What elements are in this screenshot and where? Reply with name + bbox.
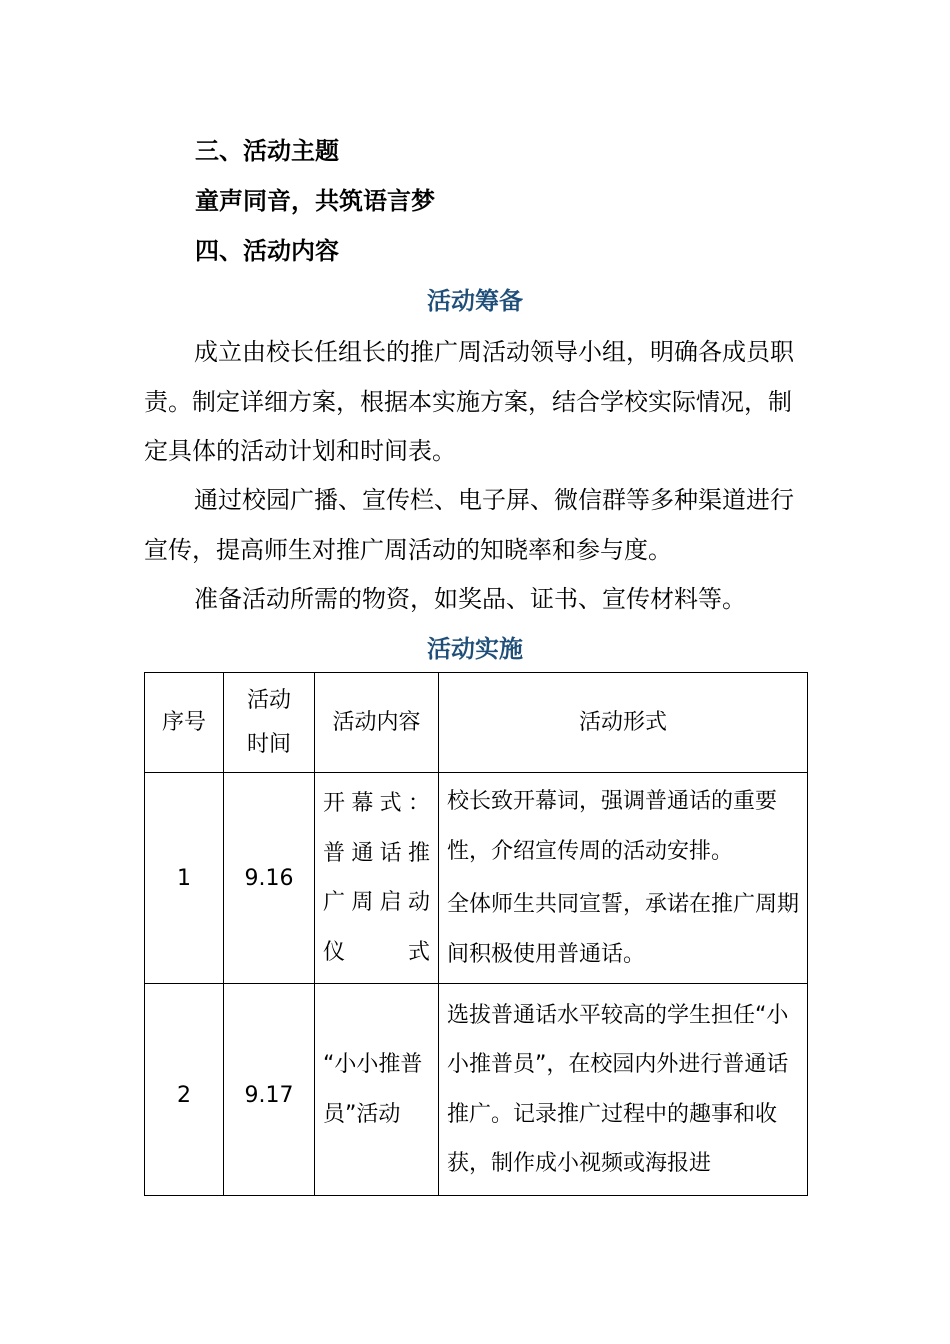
section-heading-content: 四、活动内容 <box>195 237 339 265</box>
table-row <box>145 773 808 984</box>
prep-paragraph-1: 成立由校长任组长的推广周活动领导小组，明确各成员职责。制定详细方案，根据本实施方案，结合学校实际情况，制定具体的活动计划和时间表。 <box>144 338 794 465</box>
row-1-form-line-1: 校长致开幕词，强调普通话的重要性，介绍宣传周的活动安排。 <box>447 789 778 864</box>
row-2-content-cell <box>315 984 439 1196</box>
row-2-form-line-1: 选拔普通话水平较高的学生担任“小小推普员”，在校园内外进行普通话推广。记录推广过程中的趣事和收获，制作成小视频或海报进 <box>447 1002 789 1176</box>
section-heading-theme: 三、活动主题 <box>195 137 339 165</box>
row-1-form-cell <box>439 773 808 984</box>
row-1-no: 1 <box>145 773 224 984</box>
theme-text: 童声同音，共筑语言梦 <box>195 187 435 215</box>
header-form: 活动形式 <box>439 673 808 773</box>
activity-table <box>144 672 808 1196</box>
row-2-content: “小小推普员”活动 <box>323 1052 423 1127</box>
table-header-row <box>145 673 808 773</box>
row-1-content-cell <box>315 773 439 984</box>
header-time <box>224 673 315 773</box>
prep-heading: 活动筹备 <box>427 287 523 315</box>
header-content: 活动内容 <box>315 673 439 773</box>
table-row <box>145 984 808 1196</box>
row-1-time: 9.16 <box>224 773 315 984</box>
prep-paragraph-3: 准备活动所需的物资，如奖品、证书、宣传材料等。 <box>194 585 746 613</box>
row-1-content: 开幕式：普通话推广周启动仪式 <box>323 791 430 965</box>
row-2-time: 9.17 <box>224 984 315 1196</box>
row-2-no: 2 <box>145 984 224 1196</box>
prep-paragraph-2: 通过校园广播、宣传栏、电子屏、微信群等多种渠道进行宣传，提高师生对推广周活动的知晓率和参与度。 <box>144 486 794 564</box>
header-no: 序号 <box>145 673 224 773</box>
row-1-form-line-2: 全体师生共同宣誓，承诺在推广周期间积极使用普通话。 <box>447 892 800 967</box>
row-2-form-cell <box>439 984 808 1196</box>
impl-heading: 活动实施 <box>427 635 523 663</box>
header-time-text: 活动时间 <box>246 687 291 757</box>
